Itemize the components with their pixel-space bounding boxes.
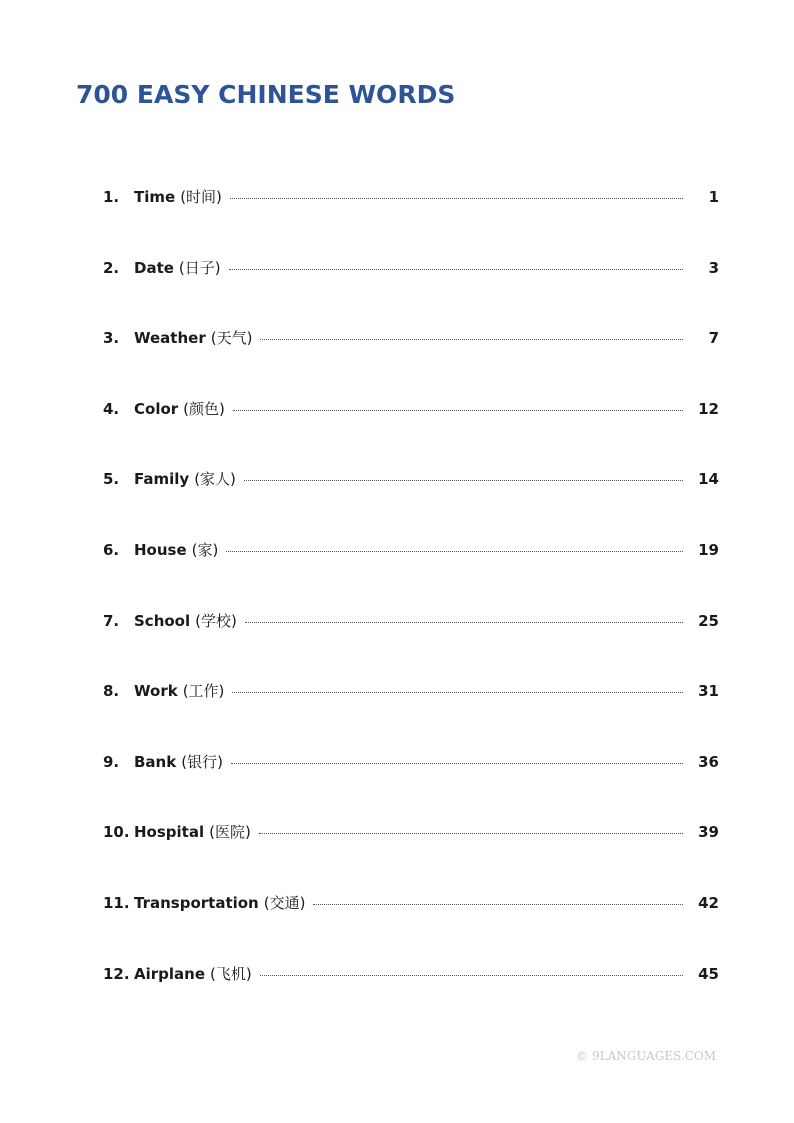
toc-entry-label[interactable]: Time: [134, 188, 176, 206]
toc-entry-label[interactable]: Date: [134, 258, 174, 277]
toc-entry-airplane[interactable]: [103, 963, 719, 1034]
toc-entry-label[interactable]: Transportation: [134, 893, 259, 912]
toc-entry-page: 7: [708, 329, 719, 348]
toc-entry-page: 31: [698, 682, 719, 701]
toc-entry-chinese: (工作): [182, 682, 225, 701]
toc-entry-label[interactable]: School: [134, 611, 191, 630]
toc-dot-leader: [232, 692, 683, 693]
toc-entry-label[interactable]: House: [134, 540, 187, 559]
toc-entry-page: 42: [698, 893, 719, 912]
toc-entry-number: 7.: [103, 611, 120, 630]
toc-entry-chinese: (家人): [194, 470, 236, 489]
toc-entry-color[interactable]: [103, 398, 719, 469]
toc-entry-chinese: (交通): [263, 893, 306, 912]
toc-entry-number: 9.: [103, 752, 120, 771]
toc-entry-chinese: (银行): [181, 752, 223, 771]
toc-entry-label[interactable]: Airplane: [134, 964, 206, 983]
toc-entry-house[interactable]: [103, 539, 719, 610]
toc-entry-label[interactable]: Weather: [134, 329, 206, 348]
footer-watermark: [576, 1049, 716, 1063]
toc-entry-chinese: (家): [191, 540, 219, 559]
toc-entry-chinese: (时间): [180, 188, 222, 206]
toc-entry-label[interactable]: Work: [134, 682, 178, 701]
toc-entry-chinese: (颜色): [183, 399, 225, 418]
toc-entry-chinese: (医院): [209, 823, 251, 842]
footer-site-name: 9LANGUAGES.COM: [591, 1049, 716, 1063]
toc-entry-work[interactable]: [103, 680, 719, 751]
table-of-contents: [103, 186, 719, 1033]
toc-entry-page: 36: [698, 752, 719, 771]
toc-entry-chinese: (飞机): [210, 964, 252, 983]
toc-entry-school[interactable]: [103, 610, 719, 681]
toc-entry-number: 6.: [103, 540, 120, 559]
toc-entry-number: 1.: [103, 188, 120, 206]
toc-entry-chinese: (天气): [210, 329, 253, 348]
toc-entry-number: 3.: [103, 329, 120, 348]
toc-entry-time[interactable]: [103, 186, 719, 257]
toc-entry-chinese: (日子): [178, 258, 221, 277]
toc-dot-leader: [245, 622, 683, 623]
page-title: 700 EASY CHINESE WORDS: [76, 80, 456, 109]
toc-entry-chinese: (学校): [195, 611, 237, 630]
toc-dot-leader: [260, 339, 683, 340]
toc-entry-label[interactable]: Hospital: [134, 823, 205, 842]
toc-entry-transportation[interactable]: [103, 892, 719, 963]
toc-entry-number: 8.: [103, 682, 120, 701]
toc-entry-date[interactable]: [103, 257, 719, 328]
toc-entry-page: 14: [698, 470, 719, 489]
toc-entry-page: 39: [698, 823, 719, 842]
toc-entry-number: 11.: [103, 893, 130, 912]
toc-entry-page: 1: [708, 188, 719, 206]
toc-entry-weather[interactable]: [103, 327, 719, 398]
toc-entry-page: 25: [698, 611, 719, 630]
toc-entry-label[interactable]: Bank: [134, 752, 177, 771]
toc-entry-number: 4.: [103, 399, 120, 418]
toc-dot-leader: [260, 975, 683, 976]
toc-entry-page: 45: [698, 964, 719, 983]
toc-dot-leader: [244, 480, 683, 481]
toc-dot-leader: [259, 833, 683, 834]
toc-entry-label[interactable]: Color: [134, 399, 179, 418]
toc-entry-number: 12.: [103, 964, 130, 983]
toc-entry-page: 12: [698, 399, 719, 418]
toc-entry-hospital[interactable]: [103, 821, 719, 892]
toc-entry-page: 3: [708, 258, 719, 277]
toc-entry-number: 2.: [103, 258, 120, 277]
toc-entry-family[interactable]: [103, 468, 719, 539]
toc-dot-leader: [313, 904, 683, 905]
toc-dot-leader: [230, 198, 683, 199]
toc-dot-leader: [229, 269, 683, 270]
copyright-icon: ©: [575, 1049, 588, 1063]
toc-entry-label[interactable]: Family: [134, 470, 190, 489]
toc-dot-leader: [226, 551, 683, 552]
toc-entry-number: 10.: [103, 823, 130, 842]
toc-dot-leader: [231, 763, 683, 764]
toc-dot-leader: [233, 410, 683, 411]
toc-entry-page: 19: [698, 540, 719, 559]
toc-entry-number: 5.: [103, 470, 120, 489]
toc-entry-bank[interactable]: [103, 751, 719, 822]
